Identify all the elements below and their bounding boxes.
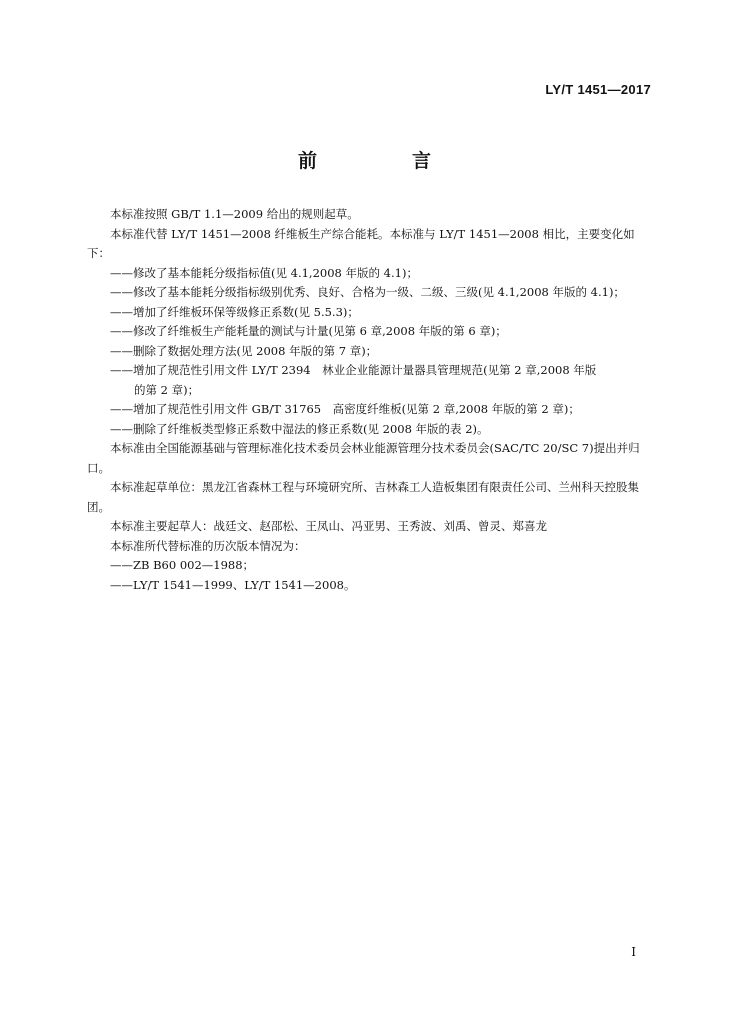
change-item: ——修改了基本能耗分级指标值(见 4.1,2008 年版的 4.1)； — [110, 265, 418, 280]
paragraph-proposer: 本标准由全国能源基础与管理标准化技术委员会林业能源管理分技术委员会(SAC/TC 20/SC 7)提出并归口。 — [87, 441, 640, 475]
history-item: ——LY/T 1541—1999、LY/T 1541—2008。 — [110, 577, 356, 592]
change-item: ——修改了纤维板生产能耗量的测试与计量(见第 6 章,2008 年版的第 6 章)； — [110, 324, 507, 338]
paragraph-replacement: 本标准代替 LY/T 1451—2008 纤维板生产综合能耗。本标准与 LY/T 1451—2008 相比，主要变化如下： — [87, 226, 635, 260]
history-item: ——ZB B60 002—1988； — [110, 558, 255, 572]
change-item — [87, 361, 646, 400]
foreword-body — [87, 205, 646, 595]
page-number: I — [631, 945, 636, 959]
change-item-continuation: 的第 2 章)； — [134, 382, 200, 397]
change-item: ——删除了纤维板类型修正系数中湿法的修正系数(见 2008 年版的表 2)。 — [110, 421, 489, 436]
paragraph-history-intro: 本标准所代替标准的历次版本情况为： — [110, 538, 306, 553]
paragraph-drafting-rules: 本标准按照 GB/T 1.1—2009 给出的规则起草。 — [110, 207, 359, 221]
change-item: ——删除了数据处理方法(见 2008 年版的第 7 章)； — [110, 343, 378, 358]
paragraph-drafters: 本标准主要起草人：战廷文、赵邵松、王凤山、冯亚男、王秀波、刘禹、曾灵、郑喜龙 — [110, 519, 547, 533]
document-code: LY/T 1451—2017 — [545, 82, 651, 97]
change-item: ——修改了基本能耗分级指标级别优秀、良好、合格为一级、二级、三级(见 4.1,2008 年版的 4.1)； — [110, 285, 625, 299]
change-item: ——增加了纤维板环保等级修正系数(见 5.5.3)； — [110, 304, 359, 319]
paragraph-drafting-units: 本标准起草单位：黑龙江省森林工程与环境研究所、吉林森工人造板集团有限责任公司、兰州科天控股集团。 — [87, 480, 639, 514]
page-title: 前 言 — [297, 150, 469, 172]
change-item: ——增加了规范性引用文件 GB/T 31765 高密度纤维板(见第 2 章,2008 年版的第 2 章)； — [110, 402, 580, 416]
change-item-text: ——增加了规范性引用文件 LY/T 2394 林业企业能源计量器具管理规范(见第 2 章,2008 年版 — [110, 363, 597, 377]
